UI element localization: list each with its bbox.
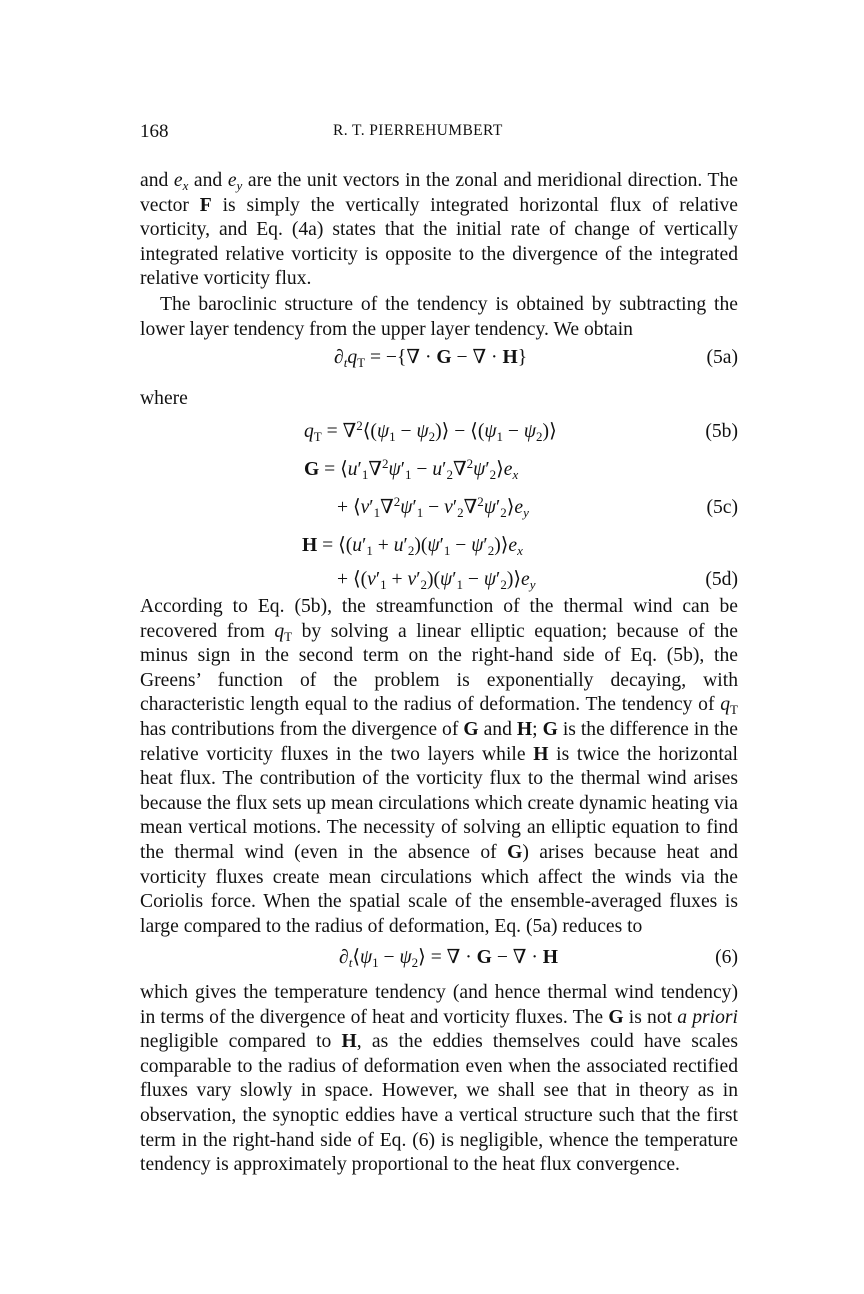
paragraph-4: which gives the temperature tendency (and hence thermal wind tendency) in terms of the divergence of heat and vorticity fluxes. The G is not a priori negligible compared to H, as the eddies themselves could have scales comparable to the radius of deformation even when the associated rectified fluxes vary slowly in space. However, we shall see that in theory as in observation, the synoptic eddies have a vertical structure such that the first term in the right-hand side of Eq. (6) is negligible, whence the temperature tendency is approximately proportional to the heat flux convergence. (140, 982, 738, 1176)
equation-6-label: (6) (715, 947, 738, 968)
paragraph-2: The baroclinic structure of the tendency is obtained by subtracting the lower layer tendency from the upper layer tendency. We obtain (140, 294, 738, 340)
paragraph-3: According to Eq. (5b), the streamfunction of the thermal wind can be recovered from $q_T$ by solving a linear elliptic equation; because of the minus sign in the second term on the right-hand side of Eq. (5b), the Greens’ function of the problem is exponentially decaying, with characteristic length equal to the radius of deformation. The tendency of $q_T$ has contributions from the divergence of G and H; G is the difference in the relative vorticity fluxes in the two layers while H is twice the horizontal heat flux. The contribution of the vorticity flux to the thermal wind arises because the flux sets up mean circulations which create dynamic heating via mean vertical motions. The necessity of solving an elliptic equation to find the thermal wind (even in the absence of G) arises because heat and vorticity fluxes create mean circulations which affect the winds via the Coriolis force. When the spatial scale of the ensemble-averaged fluxes is large compared to the radius of deformation, Eq. (5a) reduces to (140, 596, 738, 937)
equation-5d-line2: + $⟨(v'_1 + v'_2)(\psi'_1$ − $\psi'_2)⟩e_y$ (337, 569, 536, 592)
page-header (140, 121, 740, 145)
page-number: 168 (140, 121, 169, 142)
paragraph-1: and $e_x$ and $e_y$ are the unit vectors in the zonal and meridional direction. The vector F is simply the vertically integrated horizontal flux of relative vorticity, and Eq. (4a) states that the initial rate of change of vertically integrated relative vorticity is opposite to the divergence of the integrated relative vorticity flux. (140, 170, 738, 290)
running-head: R. T. PIERREHUMBERT (333, 122, 503, 139)
equation-5c-line2: + $⟨v'_1\nabla^2\psi'_1$ − $v'_2\nabla^2\psi'_2⟩e_y$ (337, 494, 529, 520)
equation-5d-label: (5d) (705, 569, 738, 590)
equation-5b: $q_T$ = $\nabla^2⟨(\psi_1$ − $\psi_2)⟩$ − $⟨(\psi_1$ − $\psi_2)⟩$ (304, 418, 557, 444)
equation-5c-label: (5c) (706, 497, 738, 518)
equation-5a: $\partial_tq_T$ = −{∇ · G − ∇ · H} (334, 347, 528, 370)
equation-5c-line1: $G = ⟨u'_1\nabla^2\psi'_1$ − $u'_2\nabla^2\psi'_2⟩e_x$ (304, 456, 519, 482)
paragraph-where: where (140, 388, 188, 409)
equation-6: $\partial_t⟨\psi_1$ − $\psi_2⟩$ = ∇ · G − ∇ · H (339, 947, 559, 970)
equation-5a-label: (5a) (706, 347, 738, 368)
equation-5d-line1: $H = ⟨(u'_1 + u'_2)(\psi'_1$ − $\psi'_2)⟩e_x$ (302, 535, 523, 558)
equation-5b-label: (5b) (705, 421, 738, 442)
